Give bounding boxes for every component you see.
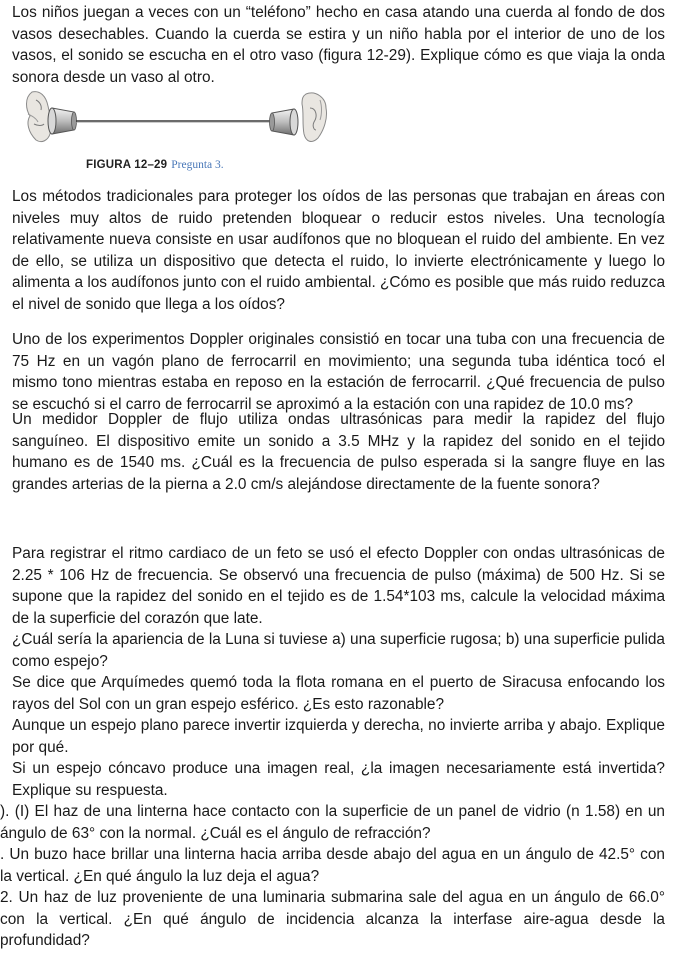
figure-caption [86,158,224,172]
question-fetal-heart: Para registrar el ritmo cardiaco de un feto se usó el efecto Doppler con ondas ultrasónicas de 2.25 * 106 Hz de frecuencia. Se observó una frecuencia de pulso (máxima) de 500 Hz. Si se supone que la rapidez del sonido en el tejido es de 1.54*103 ms, calcule la velocidad máxima de la superficie del corazón que late. [12,545,665,627]
question-glass-refraction: ). (I) El haz de una linterna hace contacto con la superficie de un panel de vidrio (n 1.58) en un ángulo de 63° con la normal. ¿Cuál es el ángulo de refracción? [0,803,665,842]
left-child-face-icon [27,92,51,142]
question-underwater-light: 2. Un haz de luz proveniente de una luminaria submarina sale del agua en un ángulo de 66.0° con la vertical. ¿En qué ángulo de incidencia alcanza la interfase aire-agua desde la profundidad? [0,889,665,950]
question-noise-cancelling: Los métodos tradicionales para proteger los oídos de las personas que trabajan en áreas con niveles muy altos de ruido pretenden bloquear o reducir estos niveles. Una tecnología relativamente nueva consiste en usar audífonos que no bloquean el ruido del ambiente. En vez de ello, se utiliza un dispositivo que detecta el ruido, lo invierte electrónicamente y luego lo alimenta a los audífonos junto con el ruido ambiental. ¿Cómo es posible que más ruido reduzca el nivel de sonido que llega a los oídos? [12,188,665,313]
right-cup-icon [270,109,299,135]
question-cup-telephone: Los niños juegan a veces con un “teléfono” hecho en casa atando una cuerda al fondo de dos vasos desechables. Cuando la cuerda se estira y un niño habla por el interior de uno de los vasos, el sonido se escucha en el otro vaso (figura 12-29). Explique cómo es que viaja la onda sonora desde un vaso al otro. [12,4,665,86]
figure-reference: Pregunta 3. [171,159,224,171]
question-doppler-flowmeter: Un medidor Doppler de flujo utiliza ondas ultrasónicas para medir la rapidez del flujo sanguíneo. El dispositivo emite un sonido a 3.5 MHz y la rapidez del sonido en el tejido humano es de 1540 ms. ¿Cuál es la frecuencia de pulso esperada si la sangre fluye en las grandes arterias de la pierna a 2.0 cm/s alejándose directamente de la fuente sonora? [12,411,665,493]
left-cup-icon [48,108,77,134]
question-diver-flashlight: . Un buzo hace brillar una linterna hacia arriba desde abajo del agua en un ángulo de 42.5° con la vertical. ¿En qué ángulo la luz deja el agua? [0,846,665,885]
question-moon-surface: ¿Cuál sería la apariencia de la Luna si tuviese a) una superficie rugosa; b) una superficie pulida como espejo? [12,631,665,670]
figure-cup-telephone [22,84,340,184]
question-plane-mirror: Aunque un espejo plano parece invertir izquierda y derecha, no invierte arriba y abajo. Explique por qué. [12,717,665,756]
figure-label: FIGURA 12–29 [86,159,168,171]
question-doppler-tuba: Uno de los experimentos Doppler originales consistió en tocar una tuba con una frecuencia de 75 Hz en un vagón plano de ferrocarril en movimiento; una segunda tuba idéntica tocó el mismo tono mientras estaba en reposo en la estación de ferrocarril. ¿Qué frecuencia de pulso se escuchó si el carro de ferrocarril se aproximó a la estación con una rapidez de 10.0 ms? [12,331,665,413]
cup-telephone-illustration [22,84,340,156]
question-concave-mirror: Si un espejo cóncavo produce una imagen real, ¿la imagen necesariamente está invertida? Explique su respuesta. [12,760,665,799]
question-archimedes-mirror: Se dice que Arquímedes quemó toda la flota romana en el puerto de Siracusa enfocando los rayos del Sol con un gran espejo esférico. ¿Es esto razonable? [12,674,665,713]
right-child-ear-icon [302,93,327,142]
